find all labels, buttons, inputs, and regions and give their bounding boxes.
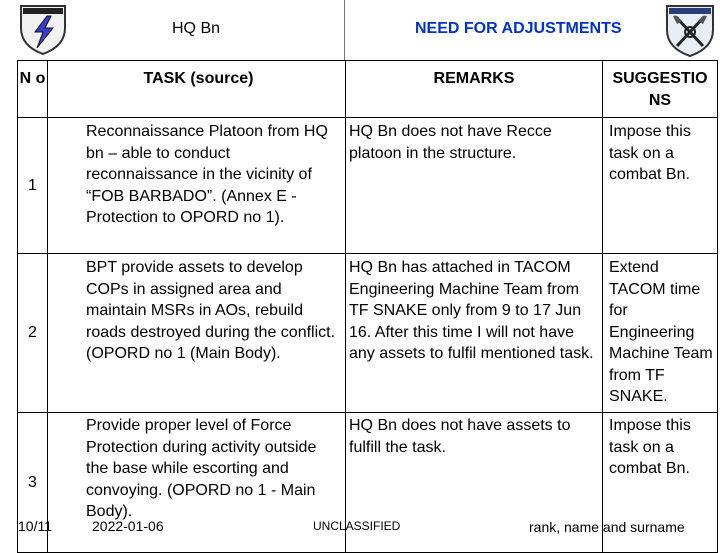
remarks-cell: HQ Bn does not have assets to fulfill the task. xyxy=(346,413,603,553)
column-header-remarks: REMARKS xyxy=(346,61,603,118)
table-header-row xyxy=(18,61,718,118)
column-header-no: N o xyxy=(18,61,48,118)
unit-crest-lightning-icon xyxy=(17,2,69,56)
task-cell: Reconnaissance Platoon from HQ bn – able to conduct reconnaissance in the vicinity of “FOB BARBADO”. (Annex E - Protection to OPORD no 1). xyxy=(48,118,346,254)
slide-header xyxy=(0,0,720,62)
column-header-suggestions: SUGGESTIO NS xyxy=(603,61,718,118)
signature-line: rank, name and surname xyxy=(529,519,685,535)
remarks-cell: HQ Bn has attached in TACOM Engineering Machine Team from TF SNAKE only from 9 to 17 Jun 16. After this time I will not have any assets to fulfil mentioned task. xyxy=(346,254,603,413)
column-header-task: TASK (source) xyxy=(48,61,346,118)
unit-crest-crossed-axes-icon xyxy=(663,2,717,58)
header-divider xyxy=(344,0,345,60)
remarks-cell: HQ Bn does not have Recce platoon in the structure. xyxy=(346,118,603,254)
row-number: 2 xyxy=(18,254,48,413)
suggestion-cell: Impose this task on a combat Bn. xyxy=(603,118,718,254)
classification-label: UNCLASSIFIED xyxy=(313,519,401,533)
task-cell: Provide proper level of Force Protection during activity outside the base while escorting and convoying. (OPORD no 1 - Main Body). xyxy=(48,413,346,553)
task-cell: BPT provide assets to develop COPs in assigned area and maintain MSRs in AOs, rebuild roads destroyed during the conflict. (OPORD no 1 (Main Body). xyxy=(48,254,346,413)
row-number: 3 xyxy=(18,413,48,553)
suggestion-cell: Impose this task on a combat Bn. xyxy=(603,413,718,553)
page-number: 10/11 xyxy=(18,518,52,534)
table-row xyxy=(18,118,718,254)
row-number: 1 xyxy=(18,118,48,254)
table-row xyxy=(18,254,718,413)
footer-date: 2022-01-06 xyxy=(92,518,164,534)
page-title: NEED FOR ADJUSTMENTS xyxy=(415,20,622,37)
unit-name: HQ Bn xyxy=(172,20,221,37)
adjustments-table xyxy=(17,60,718,553)
suggestion-cell: Extend TACOM time for Engineering Machine Team from TF SNAKE. xyxy=(603,254,718,413)
